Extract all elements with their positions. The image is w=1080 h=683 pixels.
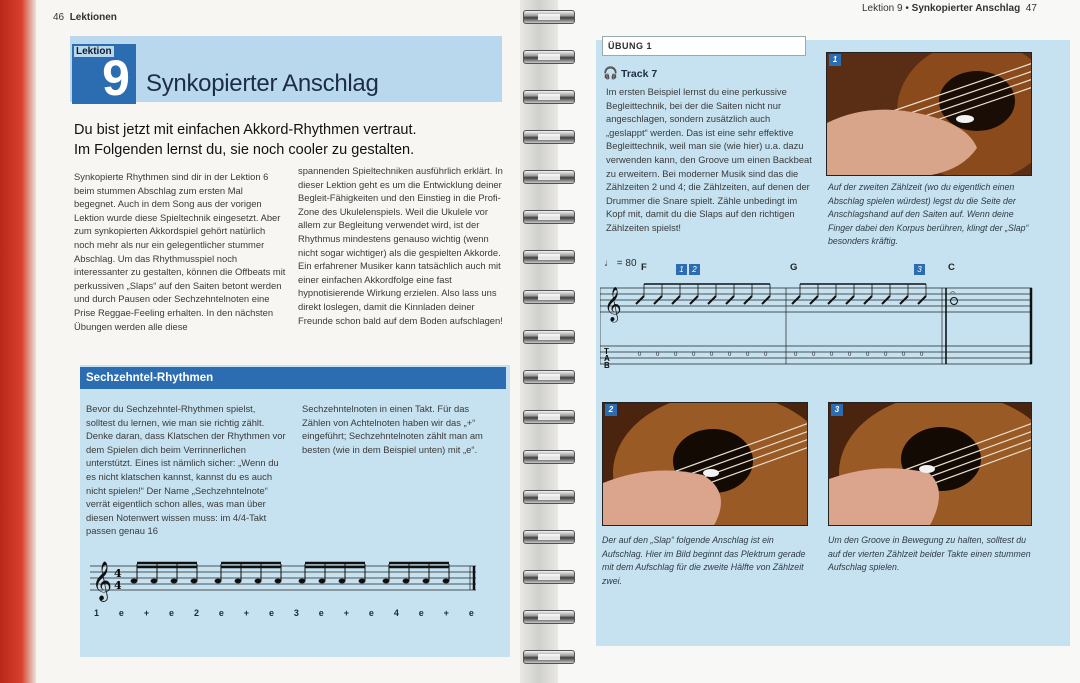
speaker-icon: 🎧 (603, 66, 618, 80)
spiral-coil (523, 330, 575, 344)
count-label: e (118, 608, 124, 618)
section-marker: 3 (914, 264, 925, 275)
tab-digit: 0 (674, 352, 678, 358)
photo-3 (828, 402, 1032, 526)
note-head (403, 579, 410, 584)
page-number: 46 (53, 12, 65, 23)
spiral-coil (523, 650, 575, 664)
note-head (443, 579, 450, 584)
count-label: e (368, 608, 374, 618)
sixteenth-box-title: Sechzehntel-Rhythmen (86, 372, 214, 384)
count-row (94, 608, 474, 618)
page-number: 47 (1025, 3, 1037, 14)
svg-text:4: 4 (114, 567, 122, 580)
count-label: e (268, 608, 274, 618)
spiral-coil (523, 90, 575, 104)
svg-text:4: 4 (114, 579, 122, 592)
spiral-coil (523, 290, 575, 304)
section-marker: 2 (689, 264, 700, 275)
svg-text:𝄐: 𝄐 (950, 288, 956, 299)
tab-digit: 0 (848, 352, 852, 358)
count-label: 3 (293, 608, 299, 618)
note-head (215, 579, 222, 584)
sixteenth-notation (90, 560, 480, 602)
spiral-coil (523, 570, 575, 584)
running-prefix: Lektion 9 • (862, 3, 909, 14)
running-title: Lektionen (69, 12, 117, 23)
exercise-notation (600, 276, 1034, 372)
photo-2 (602, 402, 808, 526)
spiral-coil (523, 50, 575, 64)
tab-digit: 0 (746, 352, 750, 358)
book-cover-edge (0, 0, 36, 683)
svg-text:B: B (604, 361, 610, 370)
tab-digit: 0 (728, 352, 732, 358)
spiral-coil (523, 210, 575, 224)
track-label: Track 7 (621, 68, 658, 80)
note-head (131, 579, 138, 584)
count-label: e (318, 608, 324, 618)
spiral-coil (523, 10, 575, 24)
lesson-title: Synkopierter Anschlag (146, 70, 379, 97)
photo-caption-3: Um den Groove in Bewegung zu halten, solltest du auf der vierten Zählzeit beider Takte einen stummen Aufschlag spielen. (828, 535, 1031, 573)
photo-number: 2 (605, 404, 617, 416)
sixteenth-column-1: Bevor du Sechzehntel-Rhythmen spielst, solltest du lernen, wie man sie richtig zählt. Denke daran, dass Klatschen der Rhythmen vor dem Spielen dich beim Verrinnerlichen unterstützt. Eines ist nämlich sicher: „Wenn du es nicht klatschen kannst, kannst du es auch nicht spielen!“ Der Name „Sechzehntelnote“ verrät eigentlich schon alles, was man über diesen Notenwert wissen muss: im 4/4-Takt passen genau 16 (86, 403, 286, 537)
count-label: + (243, 608, 250, 618)
count-label: e (468, 608, 474, 618)
count-label: e (169, 608, 175, 618)
spiral-coil (523, 170, 575, 184)
count-label: + (343, 608, 349, 618)
spiral-coil (523, 490, 575, 504)
lesson-intro (74, 120, 494, 160)
tab-digit: 0 (902, 352, 906, 358)
note-head (339, 579, 346, 584)
count-label: e (218, 608, 224, 618)
treble-clef-icon: 𝄞 (604, 287, 622, 322)
section-marker: 1 (676, 264, 687, 275)
tab-digit: 0 (764, 352, 768, 358)
note-head (151, 579, 158, 584)
tab-digit: 0 (884, 352, 888, 358)
spiral-coil (523, 610, 575, 624)
strum-slashes (636, 284, 926, 358)
photo-caption-2: Der auf den „Slap“ folgende Anschlag ist ein Aufschlag. Hier im Bild beginnt das Plektrum gerade mit dem Aufschlag für die zweite Hälfte von Zählzeit zwei. (602, 535, 806, 586)
svg-text:T: T (604, 347, 609, 356)
tab-digit: 0 (656, 352, 660, 358)
note-head (275, 579, 282, 584)
tab-digit: 0 (692, 352, 696, 358)
photo-number: 1 (829, 54, 841, 66)
photo-number: 3 (831, 404, 843, 416)
tab-digit: 0 (812, 352, 816, 358)
body-column-1: Synkopierte Rhythmen sind dir in der Lektion 6 beim stummen Abschlag zum ersten Mal begegnet. Auch in dem Song aus der vorigen Lektion wurde diese Spieltechnik eingesetzt. Aber zum synkopierten Akkordspiel gehört natürlich noch mehr als nur ein gelegentlicher stummer Abschlag. Um das Rhythmusspiel noch interessanter zu gestalten, können die Offbeats mit perkussiven „Slaps“ auf den Saiten betont werden und durch Pausen oder Sechzehntelnoten eine Prise Reggae-Feeling erhalten. In den nächsten Übungen werden alle diese (74, 171, 286, 332)
count-label: 1 (94, 608, 100, 618)
body-column-2: spannenden Spieltechniken ausführlich erklärt. In dieser Lektion geht es um die Entwicklung deiner Begleit-Fähigkeiten und den Einstieg in die Profi-Zone des Ukulelenspiels. Weil die Ukulele vor allem zur Begleitung verwendet wird, ist der Rhythmus mindestens genauso wichtig (wenn nicht sogar wichtiger) als die gespielten Akkorde. Ein erfahrener Musiker kann tatsächlich auch mit einer einfachen Akkordfolge eine fast hypnotisierende Wirkung erzielen. Also lass uns direkt loslegen, damit die Kinnladen deiner Freunde schon bald auf dem Boden aufschlagen! (298, 165, 503, 326)
tab-digit: 0 (638, 352, 642, 358)
spiral-coil (523, 370, 575, 384)
tab-digit: 0 (866, 352, 870, 358)
tab-digit: 0 (830, 352, 834, 358)
svg-text:A: A (604, 354, 610, 363)
note-head (235, 579, 242, 584)
note-head (299, 579, 306, 584)
note-head (319, 579, 326, 584)
tab-digit: 0 (794, 352, 798, 358)
note-head (383, 579, 390, 584)
count-label: 2 (193, 608, 199, 618)
tempo-marking: ♩ = 80 (604, 258, 637, 269)
running-title: Synkopierter Anschlag (911, 3, 1021, 14)
spiral-coil (523, 450, 575, 464)
spiral-coil (523, 530, 575, 544)
note-head (255, 579, 262, 584)
note-head (423, 579, 430, 584)
spiral-coil (523, 130, 575, 144)
count-label: 4 (393, 608, 399, 618)
section-markers-1-2 (676, 259, 702, 277)
chord-symbol: G (790, 262, 798, 273)
treble-clef-icon: 𝄞 (92, 561, 113, 601)
note-head (359, 579, 366, 584)
intro-line-1: Du bist jetzt mit einfachen Akkord-Rhythmen vertraut. (74, 122, 417, 138)
spiral-coil (523, 250, 575, 264)
count-label: e (418, 608, 424, 618)
exercise-text: Im ersten Beispiel lernst du eine perkussive Begleittechnik, bei der die Saiten nicht nur angeschlagen, sondern zusätzlich auch „geslappt“ werden. Das ist eine sehr effektive Begleittechnik, weil man sie (wie hier) u.a. dazu verwenden kann, den Groove um einen Backbeat zu erweitern. Bei moderner Musik sind das die Zählzeiten 2 und 4; die Zählzeiten, auf denen der Drummer die Snare spielt. Zähle unbedingt im Kopf mit, damit du die Slaps auf den richtigen Zählzeiten spielst! (606, 86, 812, 233)
note-head (191, 579, 198, 584)
spiral-coil (523, 410, 575, 424)
section-marker-3 (914, 259, 927, 277)
note-head (171, 579, 178, 584)
tab-digit: 0 (710, 352, 714, 358)
chord-symbol: F (641, 262, 647, 273)
count-label: + (143, 608, 150, 618)
tab-digit: 0 (920, 352, 924, 358)
photo-1 (826, 52, 1032, 176)
exercise-label: ÜBUNG 1 (608, 41, 653, 51)
sixteenth-column-2: Sechzehntelnoten in einen Takt. Für das Zählen von Achtelnoten haben wir das „+“ eingeführt; Sechzehntelnoten zählt man am besten (wie in dem Beispiel unten) mit „e“. (302, 403, 483, 455)
intro-line-2: Im Folgenden lernst du, sie noch cooler zu gestalten. (74, 142, 415, 158)
photo-caption-1: Auf der zweiten Zählzeit (wo du eigentlich einen Abschlag spielen würdest) legst du die Seite der Anschlagshand auf den Saiten auf. Wenn deine Finger dabei den Korpus berühren, klingt der „Slap“ besonders kräftig. (828, 182, 1029, 247)
left-running-header (53, 12, 117, 23)
right-running-header (862, 3, 1037, 14)
lesson-number: 9 (102, 50, 130, 106)
lesson-label: Lektion (76, 46, 112, 57)
chord-symbol: C (948, 262, 955, 273)
count-label: + (443, 608, 449, 618)
